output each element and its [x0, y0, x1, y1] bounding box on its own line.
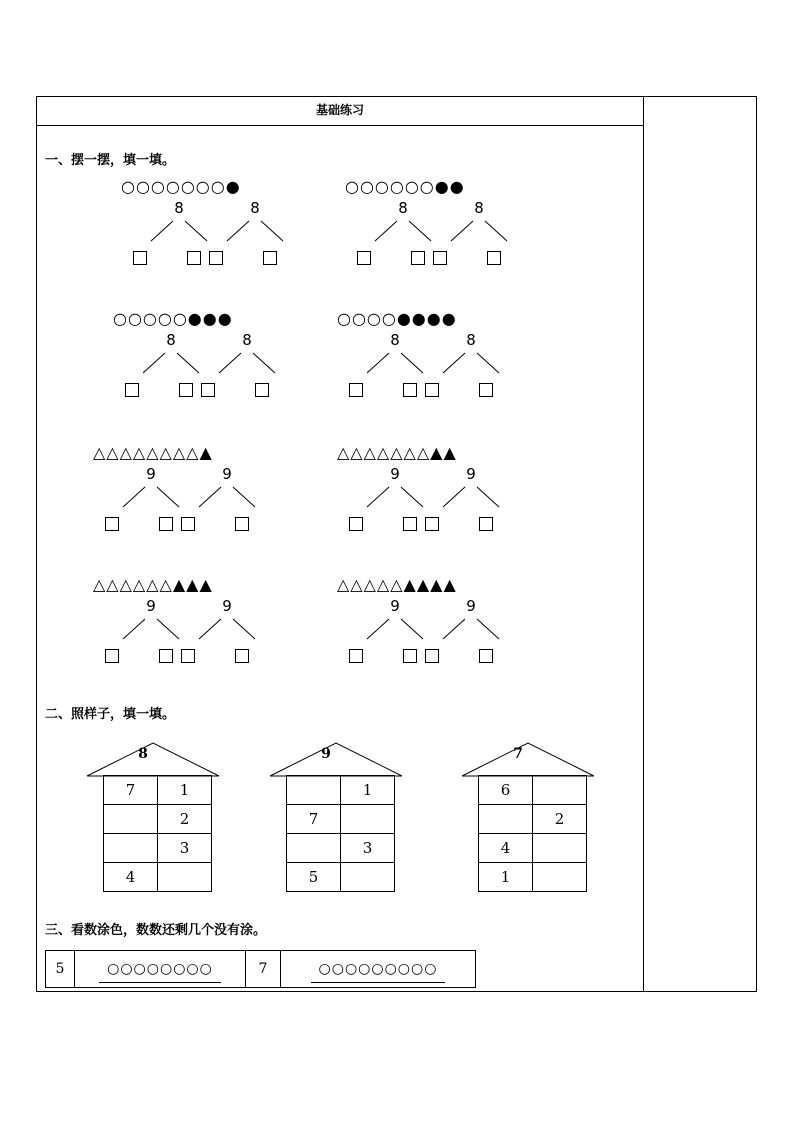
bond-lines — [337, 309, 557, 419]
shape-sequence: ○○○○○○●● — [345, 177, 465, 196]
bond-lines — [345, 177, 565, 287]
answer-box[interactable] — [349, 517, 363, 531]
house-top-number: 7 — [513, 746, 523, 762]
bond-total: 8 — [242, 331, 252, 349]
color-circles[interactable]: ○○○○○○○○ — [75, 951, 246, 988]
house-cell[interactable] — [158, 863, 212, 892]
answer-box[interactable] — [425, 383, 439, 397]
bond-total: 8 — [466, 331, 476, 349]
title-divider — [37, 125, 643, 126]
bond-total: 8 — [390, 331, 400, 349]
answer-box[interactable] — [425, 517, 439, 531]
answer-box[interactable] — [263, 251, 277, 265]
shape-sequence: △△△△△▲▲▲▲ — [337, 575, 457, 594]
house-cell[interactable]: 1 — [479, 863, 533, 892]
shape-sequence: △△△△△△△▲▲ — [337, 443, 457, 462]
answer-box[interactable] — [235, 649, 249, 663]
house-cell[interactable]: 6 — [479, 776, 533, 805]
house-grid — [286, 775, 395, 892]
house-cell[interactable] — [287, 834, 341, 863]
answer-box[interactable] — [179, 383, 193, 397]
number-bond-block — [337, 309, 557, 419]
bond-total: 8 — [474, 199, 484, 217]
house-cell[interactable]: 7 — [104, 776, 158, 805]
answer-box[interactable] — [159, 649, 173, 663]
answer-box[interactable] — [181, 517, 195, 531]
answer-box[interactable] — [255, 383, 269, 397]
section3-heading: 三、看数涂色，数数还剩几个没有涂。 — [45, 923, 267, 938]
worksheet-frame — [36, 96, 757, 992]
answer-box[interactable] — [411, 251, 425, 265]
answer-box[interactable] — [479, 517, 493, 531]
house-cell[interactable]: 5 — [287, 863, 341, 892]
bond-total: 8 — [250, 199, 260, 217]
house-top-number: 9 — [321, 746, 331, 762]
bond-total: 8 — [398, 199, 408, 217]
house-grid — [478, 775, 587, 892]
answer-box[interactable] — [479, 649, 493, 663]
answer-box[interactable] — [433, 251, 447, 265]
bond-total: 9 — [466, 597, 476, 615]
answer-box[interactable] — [425, 649, 439, 663]
house-cell[interactable] — [104, 834, 158, 863]
bond-total: 9 — [222, 597, 232, 615]
shape-sequence: ○○○○○○○● — [121, 177, 241, 196]
answer-box[interactable] — [479, 383, 493, 397]
number-bond-block — [337, 443, 557, 553]
answer-box[interactable] — [201, 383, 215, 397]
answer-box[interactable] — [235, 517, 249, 531]
house-cell[interactable]: 7 — [287, 805, 341, 834]
answer-box[interactable] — [403, 649, 417, 663]
number-bond-block — [93, 443, 313, 553]
house-cell[interactable] — [104, 805, 158, 834]
answer-box[interactable] — [133, 251, 147, 265]
color-number: 7 — [246, 951, 281, 988]
house-cell[interactable]: 4 — [479, 834, 533, 863]
bond-total: 8 — [166, 331, 176, 349]
section1-heading: 一、摆一摆，填一填。 — [45, 153, 176, 168]
shape-sequence: △△△△△△△△▲ — [93, 443, 213, 462]
answer-box[interactable] — [357, 251, 371, 265]
house-cell[interactable]: 2 — [158, 805, 212, 834]
house-cell[interactable] — [341, 863, 395, 892]
color-circles[interactable]: ○○○○○○○○○ — [281, 951, 476, 988]
answer-box[interactable] — [105, 517, 119, 531]
number-bond-block — [337, 575, 557, 685]
bond-lines — [337, 575, 557, 685]
answer-box[interactable] — [159, 517, 173, 531]
section2-heading: 二、照样子，填一填。 — [45, 707, 176, 722]
house-cell[interactable] — [533, 863, 587, 892]
house-cell[interactable] — [479, 805, 533, 834]
bond-lines — [93, 575, 313, 685]
answer-box[interactable] — [209, 251, 223, 265]
number-house — [87, 743, 219, 895]
bond-lines — [121, 177, 341, 287]
answer-box[interactable] — [349, 383, 363, 397]
bond-lines — [113, 309, 333, 419]
house-cell[interactable]: 1 — [341, 776, 395, 805]
shape-sequence: △△△△△△▲▲▲ — [93, 575, 213, 594]
answer-box[interactable] — [187, 251, 201, 265]
house-cell[interactable]: 4 — [104, 863, 158, 892]
house-top-number: 8 — [138, 746, 148, 762]
color-number: 5 — [46, 951, 75, 988]
shape-sequence: ○○○○●●●● — [337, 309, 457, 328]
number-house — [270, 743, 402, 895]
bond-total: 9 — [390, 597, 400, 615]
house-cell[interactable] — [341, 805, 395, 834]
answer-box[interactable] — [349, 649, 363, 663]
answer-box[interactable] — [105, 649, 119, 663]
number-bond-block — [93, 575, 313, 685]
shape-sequence: ○○○○○●●● — [113, 309, 233, 328]
house-cell[interactable] — [287, 776, 341, 805]
house-cell[interactable]: 3 — [341, 834, 395, 863]
bond-lines — [93, 443, 313, 553]
house-cell[interactable]: 2 — [533, 805, 587, 834]
answer-box[interactable] — [403, 383, 417, 397]
bond-total: 9 — [222, 465, 232, 483]
house-grid — [103, 775, 212, 892]
number-house — [462, 743, 594, 895]
bond-total: 9 — [146, 465, 156, 483]
bond-total: 9 — [390, 465, 400, 483]
bond-total: 9 — [466, 465, 476, 483]
house-cell[interactable]: 3 — [158, 834, 212, 863]
bond-total: 8 — [174, 199, 184, 217]
color-count-table — [45, 950, 476, 988]
number-bond-block — [113, 309, 333, 419]
answer-box[interactable] — [487, 251, 501, 265]
number-bond-block — [121, 177, 341, 287]
house-cell[interactable]: 1 — [158, 776, 212, 805]
answer-box[interactable] — [125, 383, 139, 397]
right-column-divider — [643, 97, 644, 991]
house-cell[interactable] — [533, 834, 587, 863]
number-bond-block — [345, 177, 565, 287]
house-cell[interactable] — [533, 776, 587, 805]
bond-lines — [337, 443, 557, 553]
answer-box[interactable] — [403, 517, 417, 531]
answer-box[interactable] — [181, 649, 195, 663]
bond-total: 9 — [146, 597, 156, 615]
page-title: 基础练习 — [315, 103, 364, 117]
